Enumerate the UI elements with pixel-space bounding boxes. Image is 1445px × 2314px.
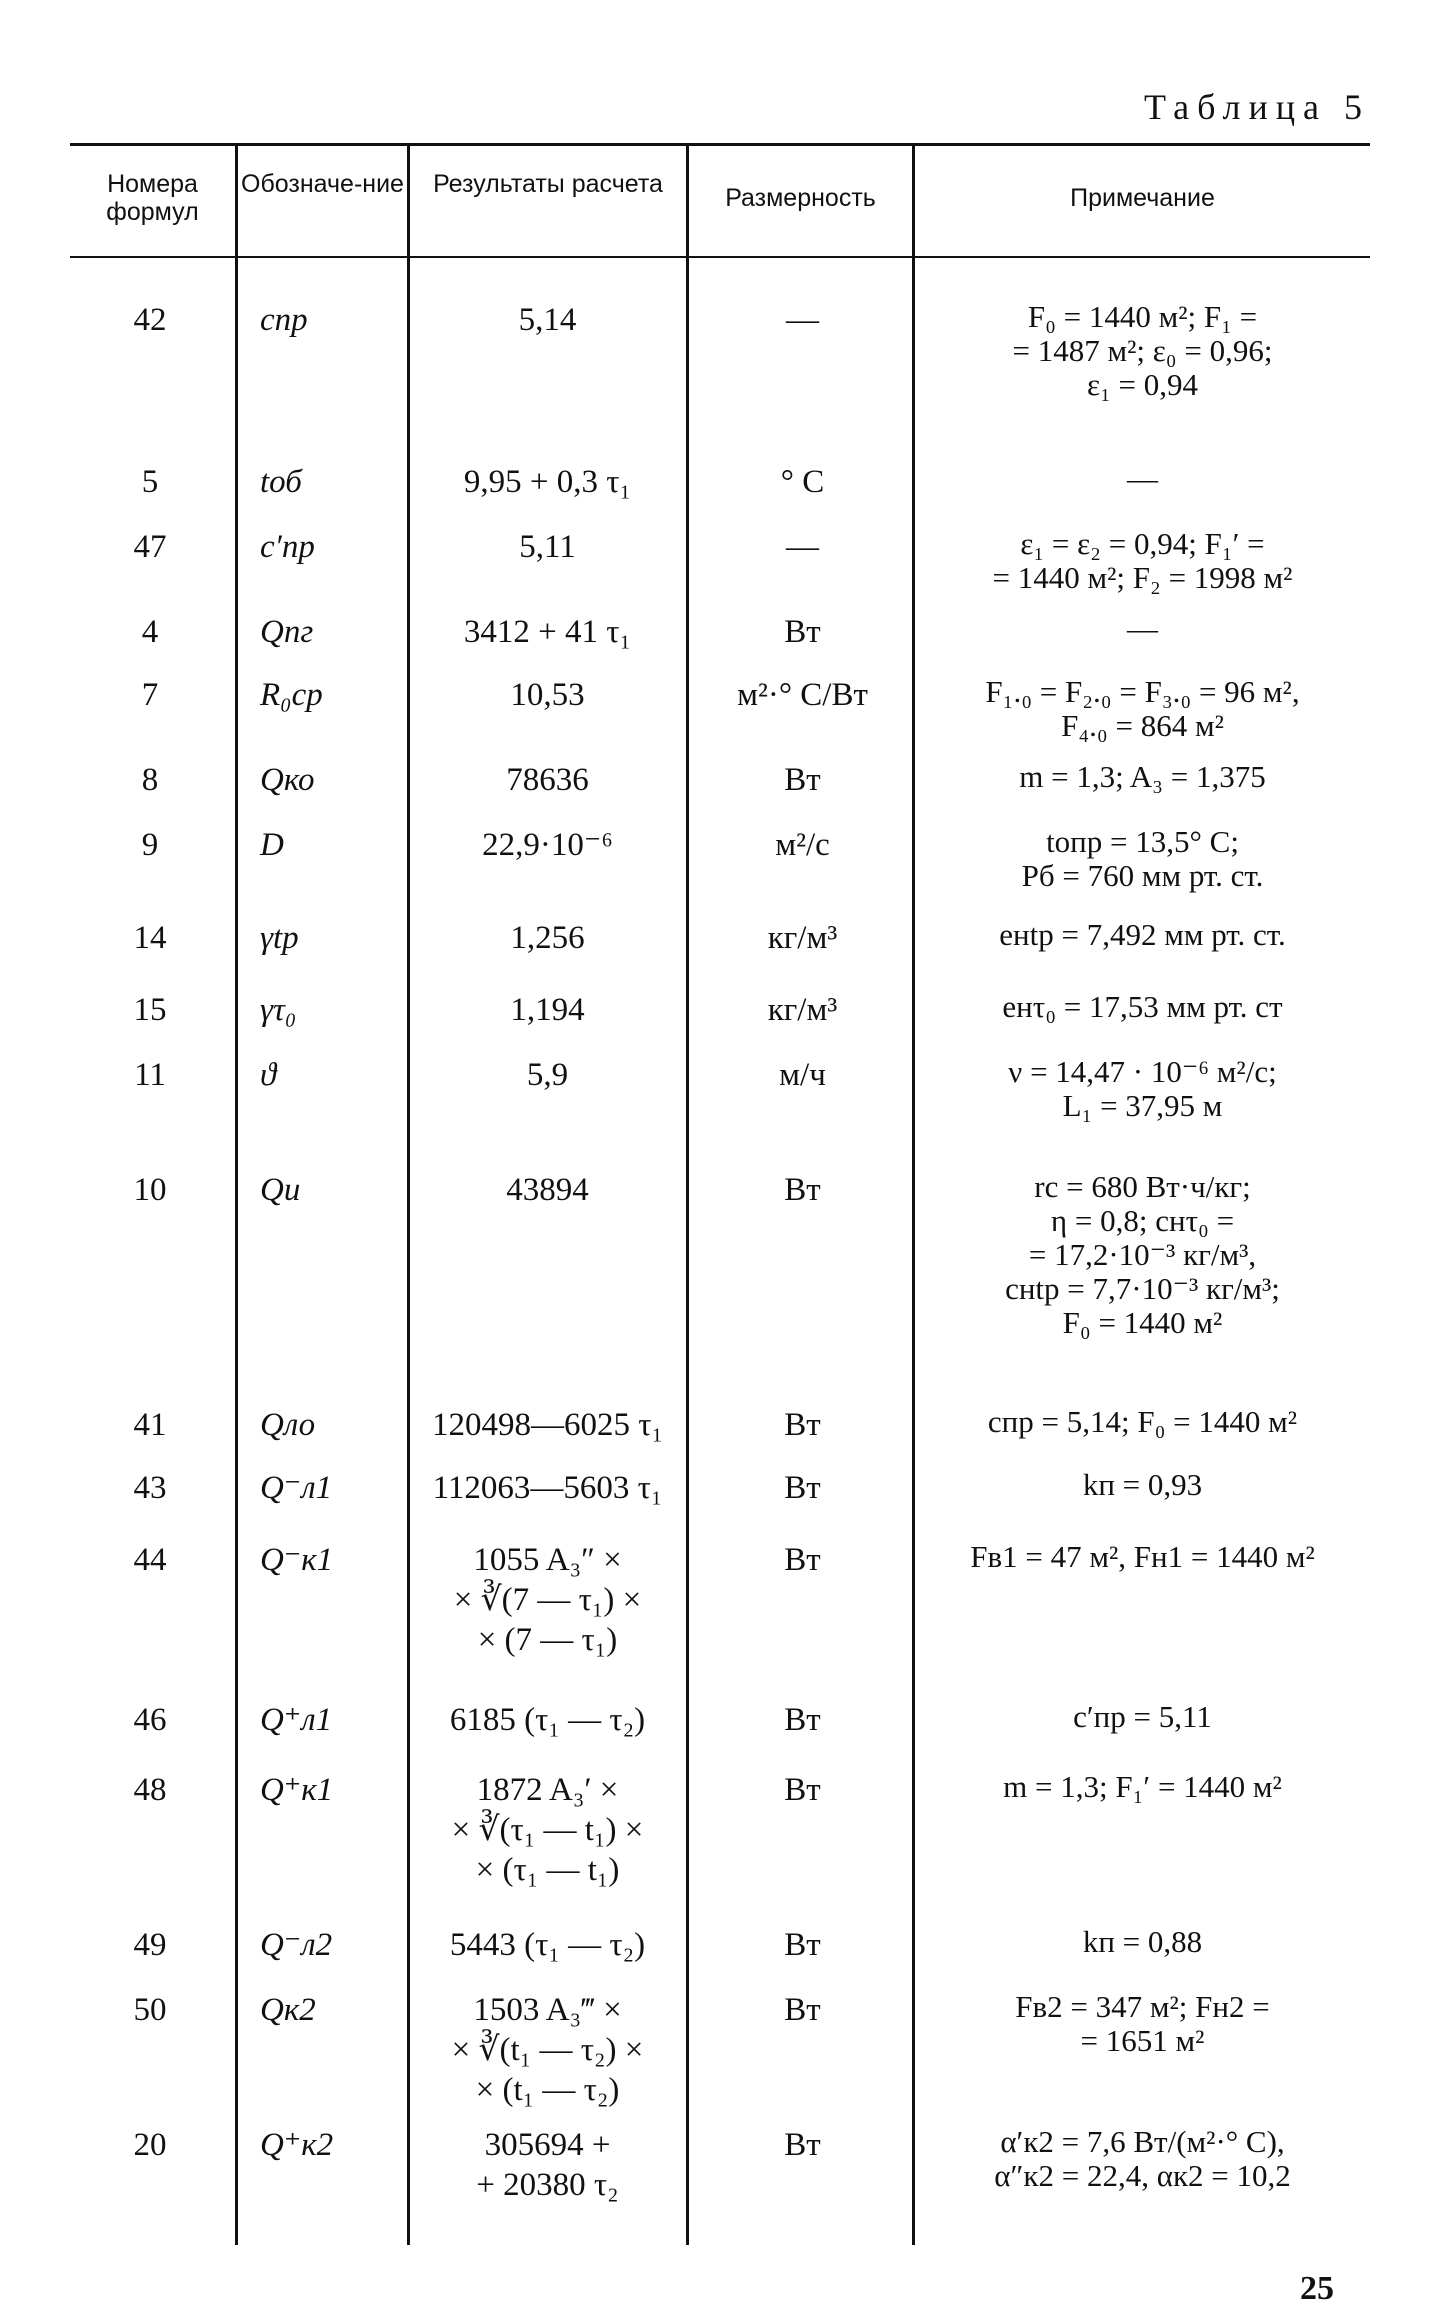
result-line: 112063—5603 τ₁ — [432, 1470, 663, 1506]
note-line: m = 1,3; F₁′ = 1440 м² — [1003, 1769, 1282, 1804]
note-line: — — [1127, 611, 1158, 646]
result-line: 22,9·10⁻⁶ — [482, 827, 613, 863]
result — [410, 1700, 685, 1740]
symbol: Qко — [260, 762, 315, 798]
note-line: η = 0,8; cнτ₀ = — [1050, 1203, 1235, 1238]
note — [915, 1990, 1370, 2058]
note-line: tопр = 13,5° С; — [1046, 824, 1239, 859]
symbol: tоб — [260, 464, 302, 500]
formula-number: 10 — [133, 1172, 167, 1208]
formula-number: 15 — [133, 992, 167, 1028]
symbol: Qк2 — [260, 1992, 316, 2028]
symbol: D — [260, 827, 284, 863]
result — [410, 462, 685, 502]
note-line: = 1440 м²; F₂ = 1998 м² — [992, 560, 1293, 595]
note-line: Fв2 = 347 м²; Fн2 = — [1015, 1989, 1270, 2024]
note — [915, 300, 1370, 402]
dimension: Вт — [784, 2127, 821, 2163]
note-line: F₄.₀ = 864 м² — [1061, 708, 1224, 743]
note — [915, 2125, 1370, 2193]
result — [410, 1540, 685, 1660]
dimension: Вт — [784, 1992, 821, 2028]
result — [410, 1770, 685, 1890]
result — [410, 760, 685, 800]
formula-number: 9 — [141, 827, 159, 863]
dimension: Вт — [784, 1772, 821, 1808]
note-line: ε₁ = ε₂ = 0,94; F₁′ = — [1020, 526, 1265, 561]
header-symbol: Обозначе-ние — [241, 170, 404, 198]
result — [410, 825, 685, 865]
note-line: — — [1127, 461, 1158, 496]
symbol: Qи — [260, 1172, 301, 1208]
result-line: 5443 (τ₁ — τ₂) — [449, 1927, 646, 1963]
symbol: Q⁻л2 — [260, 1927, 333, 1963]
dimension: Вт — [784, 1172, 821, 1208]
result-line: × ∛(τ₁ — t₁) × — [451, 1812, 644, 1848]
dimension: Вт — [784, 1927, 821, 1963]
result-line: 1503 A₃‴ × — [473, 1992, 622, 2028]
note — [915, 1540, 1370, 1574]
note — [915, 1770, 1370, 1804]
note-line: L₁ = 37,95 м — [1062, 1088, 1223, 1123]
note — [915, 760, 1370, 794]
note-line: kп = 0,88 — [1082, 1924, 1203, 1959]
note — [915, 918, 1370, 952]
table-caption: Таблица 5 — [1144, 87, 1370, 127]
dimension: кг/м³ — [767, 992, 838, 1028]
dimension: Вт — [784, 762, 821, 798]
formula-number: 41 — [133, 1407, 167, 1443]
note — [915, 1468, 1370, 1502]
result-line: 120498—6025 τ₁ — [431, 1407, 664, 1443]
dimension: м²·° С/Вт — [737, 677, 868, 713]
result — [410, 1405, 685, 1445]
result-line: 5,9 — [526, 1057, 569, 1093]
symbol: Qпг — [260, 614, 314, 650]
formula-number: 47 — [133, 529, 167, 565]
note-line: = 1651 м² — [1080, 2023, 1205, 2058]
result — [410, 1170, 685, 1210]
note-line: cпр = 5,14; F₀ = 1440 м² — [987, 1404, 1298, 1439]
note-line: α′к2 = 7,6 Вт/(м²·° С), — [1000, 2124, 1285, 2159]
symbol: Q⁺к1 — [260, 1772, 334, 1808]
note-line: Pб = 760 мм рт. ст. — [1021, 858, 1264, 893]
result-line: 305694 + — [484, 2127, 611, 2163]
dimension: Вт — [784, 1470, 821, 1506]
formula-number: 43 — [133, 1470, 167, 1506]
result-line: + 20380 τ₂ — [476, 2167, 619, 2203]
note-line: = 17,2·10⁻³ кг/м³, — [1028, 1237, 1257, 1272]
result — [410, 990, 685, 1030]
result-line: 1,194 — [510, 992, 585, 1028]
note-line: F₀ = 1440 м²; F₁ = — [1027, 299, 1258, 334]
note-line: cнtр = 7,7·10⁻³ кг/м³; — [1005, 1271, 1280, 1306]
result — [410, 612, 685, 652]
symbol: cпр — [260, 302, 308, 338]
table-top-rule — [70, 143, 1370, 146]
symbol: Q⁺л1 — [260, 1702, 333, 1738]
formula-number: 14 — [133, 920, 167, 956]
note — [915, 825, 1370, 893]
formula-number: 50 — [133, 1992, 167, 2028]
note-line: ν = 14,47 · 10⁻⁶ м²/с; — [1008, 1054, 1277, 1089]
formula-number: 11 — [134, 1057, 166, 1093]
formula-number: 42 — [133, 302, 167, 338]
result — [410, 918, 685, 958]
column-divider — [235, 145, 238, 2245]
result — [410, 1055, 685, 1095]
formula-number: 8 — [141, 762, 159, 798]
result-line: × ∛(t₁ — τ₂) × — [451, 2032, 644, 2068]
note-line: eнtр = 7,492 мм рт. ст. — [999, 917, 1286, 952]
dimension: — — [786, 302, 819, 338]
result-line: 3412 + 41 τ₁ — [463, 614, 632, 650]
column-divider — [686, 145, 689, 2245]
result — [410, 527, 685, 567]
result-line: × (7 — τ₁) — [477, 1622, 618, 1658]
result-line: 9,95 + 0,3 τ₁ — [463, 464, 632, 500]
result-line: 6185 (τ₁ — τ₂) — [449, 1702, 646, 1738]
formula-number: 48 — [133, 1772, 167, 1808]
note — [915, 612, 1370, 646]
note — [915, 1925, 1370, 1959]
note — [915, 1170, 1370, 1340]
symbol: R₀ср — [260, 677, 323, 713]
note-line: rс = 680 Вт·ч/кг; — [1034, 1169, 1251, 1204]
result-line: 43894 — [506, 1172, 589, 1208]
dimension: Вт — [784, 1702, 821, 1738]
formula-number: 5 — [141, 464, 159, 500]
note — [915, 990, 1370, 1024]
formula-number: 44 — [133, 1542, 167, 1578]
header-note: Примечание — [1070, 184, 1215, 212]
note-line: F₀ = 1440 м² — [1062, 1305, 1223, 1340]
dimension: м/ч — [779, 1057, 826, 1093]
note-line: F₁.₀ = F₂.₀ = F₃.₀ = 96 м², — [985, 674, 1300, 709]
note-line: m = 1,3; A₃ = 1,375 — [1019, 759, 1266, 794]
note — [915, 1700, 1370, 1734]
note-line: = 1487 м²; ε₀ = 0,96; — [1012, 333, 1273, 368]
symbol: Q⁻к1 — [260, 1542, 334, 1578]
result-line: 1055 A₃″ × — [473, 1542, 622, 1578]
result — [410, 1925, 685, 1965]
note-line: Fв1 = 47 м², Fн1 = 1440 м² — [970, 1539, 1315, 1574]
note-line: α″к2 = 22,4, αк2 = 10,2 — [994, 2158, 1291, 2193]
result-line: 1,256 — [510, 920, 585, 956]
result — [410, 1468, 685, 1508]
note — [915, 462, 1370, 496]
symbol: γτ₀ — [260, 992, 297, 1028]
symbol: Q⁺к2 — [260, 2127, 334, 2163]
result-line: 5,14 — [518, 302, 577, 338]
formula-number: 46 — [133, 1702, 167, 1738]
header-bottom-rule — [70, 256, 1370, 258]
symbol: Qло — [260, 1407, 316, 1443]
note-line: kп = 0,93 — [1082, 1467, 1203, 1502]
result-line: 1872 A₃′ × — [476, 1772, 619, 1808]
note — [915, 527, 1370, 595]
note-line: ε₁ = 0,94 — [1086, 367, 1199, 402]
symbol: Q⁻л1 — [260, 1470, 333, 1506]
dimension: Вт — [784, 1542, 821, 1578]
result — [410, 675, 685, 715]
formula-number: 4 — [141, 614, 159, 650]
symbol: ϑ — [260, 1057, 277, 1093]
formula-number: 49 — [133, 1927, 167, 1963]
header-result: Результаты расчета — [433, 170, 663, 198]
symbol: c′пр — [260, 529, 315, 565]
formula-number: 7 — [141, 677, 159, 713]
dimension: м²/с — [775, 827, 830, 863]
result — [410, 2125, 685, 2205]
note-line: eнτ₀ = 17,53 мм рт. ст — [1002, 989, 1283, 1024]
header-dimension: Размерность — [725, 184, 876, 212]
dimension: — — [786, 529, 819, 565]
result-line: 78636 — [506, 762, 589, 798]
result-line: 5,11 — [519, 529, 576, 565]
dimension: ° C — [780, 464, 825, 500]
result-line: × (t₁ — τ₂) — [475, 2072, 620, 2108]
result-line: 10,53 — [510, 677, 585, 713]
page-number: 25 — [1300, 2270, 1334, 2307]
result — [410, 1990, 685, 2110]
formula-number: 20 — [133, 2127, 167, 2163]
result — [410, 300, 685, 340]
note — [915, 1405, 1370, 1439]
result-line: × ∛(7 — τ₁) × — [453, 1582, 642, 1618]
note — [915, 675, 1370, 743]
note — [915, 1055, 1370, 1123]
dimension: Вт — [784, 614, 821, 650]
dimension: кг/м³ — [767, 920, 838, 956]
note-line: c′пр = 5,11 — [1073, 1699, 1212, 1734]
header-formula-number: Номера формул — [106, 170, 199, 226]
result-line: × (τ₁ — t₁) — [475, 1852, 620, 1888]
symbol: γtр — [260, 920, 299, 956]
dimension: Вт — [784, 1407, 821, 1443]
